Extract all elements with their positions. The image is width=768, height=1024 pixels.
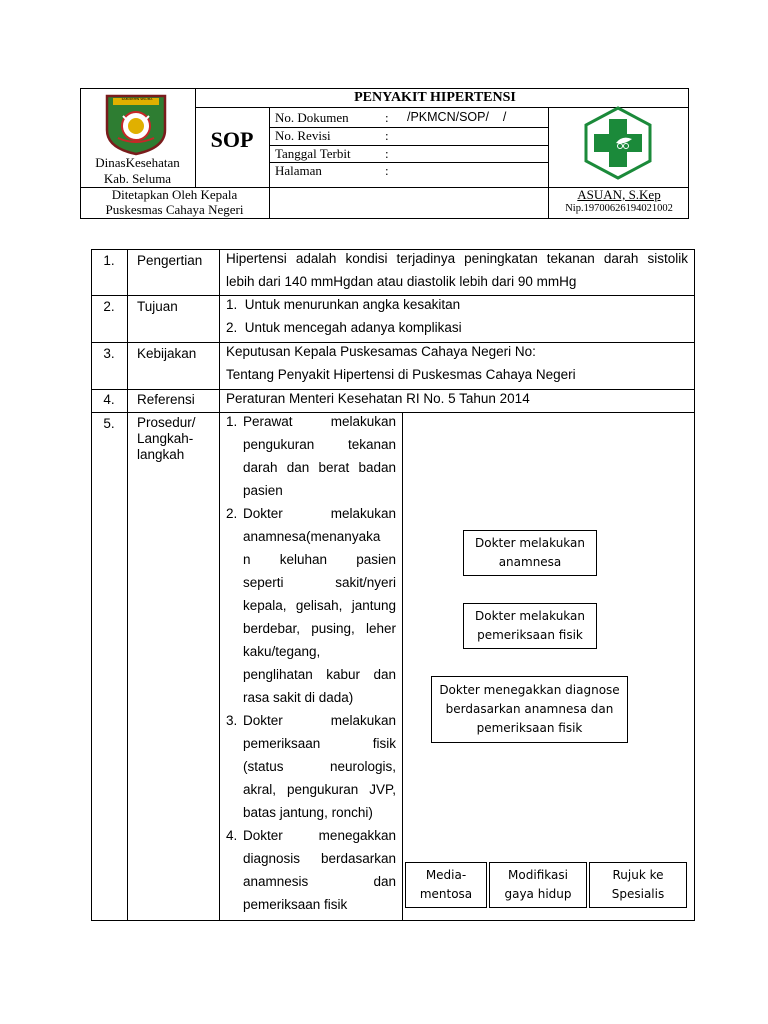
step-line: kaku/tegang,	[243, 644, 321, 659]
box-line: Dokter menegakkan diagnose	[439, 683, 620, 697]
step-line: rasa sakit di dada)	[243, 690, 354, 705]
step-line: Dokter menegakkan	[243, 828, 396, 843]
field-row	[275, 145, 547, 162]
doc-type-label: SOP	[210, 127, 254, 152]
signer-block	[549, 187, 689, 215]
field-row	[275, 162, 547, 180]
definition-text	[226, 247, 688, 293]
box-line: berdasarkan anamnesa dan	[445, 702, 614, 716]
step-line: darah dan berat badan	[243, 460, 396, 475]
flow-box-anamnesa	[463, 530, 597, 576]
policy-text	[226, 340, 688, 386]
procedure-step: 3. Dokter melakukan pemeriksaan fisik (status neurologis, akral, pengukuran JVP, batas jantung, ronchi)	[226, 709, 396, 824]
step-line: pengukuran tekanan	[243, 437, 396, 452]
row-label: Kebijakan	[137, 346, 197, 361]
flow-box-referral	[589, 862, 687, 908]
table-divider	[127, 249, 128, 921]
list-item: 1. Untuk menurunkan angka kesakitan	[226, 297, 461, 312]
step-line: Perawat melakukan	[243, 414, 396, 429]
step-line: pemeriksaan fisik	[243, 736, 396, 751]
reference-text: Peraturan Menteri Kesehatan RI No. 5 Tahun 2014	[226, 391, 530, 406]
box-line: Spesialis	[611, 887, 665, 901]
field-separator: :	[385, 128, 389, 143]
box-line: anamnesa	[498, 555, 562, 569]
step-line: n keluhan pasien	[243, 552, 396, 567]
row-number: 3.	[103, 346, 115, 361]
text-line: Keputusan Kepala Puskesamas Cahaya Negeri No:	[226, 344, 536, 359]
step-line: Dokter melakukan	[243, 506, 396, 521]
procedure-step: 1. Perawat melakukan pengukuran tekanan darah dan berat badan pasien	[226, 410, 396, 502]
list-item-text: Untuk mencegah adanya komplikasi	[244, 320, 462, 335]
field-value: /PKMCN/SOP/ /	[407, 110, 507, 124]
step-line: kepala, gelisah, jantung	[243, 598, 396, 613]
procedure-step: 2. Dokter melakukan anamnesa(menanyaka n keluhan pasien seperti sakit/nyeri kepala, gelisah, jantung berdebar, pusing, leher kaku/tegang, penglihatan kabur dan rasa sakit di dada)	[226, 502, 396, 709]
list-item-text: Untuk menurunkan angka kesakitan	[244, 297, 461, 312]
step-line: pemeriksaan fisik	[243, 897, 348, 912]
box-line: Dokter melakukan	[474, 536, 585, 550]
box-line: Modifikasi	[508, 868, 568, 882]
text-line: Tentang Penyakit Hipertensi di Puskesmas Cahaya Negeri	[226, 367, 576, 382]
row-label: Referensi	[137, 392, 195, 407]
field-row	[275, 108, 547, 127]
agency-line-2: Kab. Seluma	[103, 171, 172, 186]
row-label: Tujuan	[137, 299, 178, 314]
step-line: Dokter melakukan	[243, 713, 396, 728]
step-line: diagnosis berdasarkan	[243, 851, 396, 866]
set-by-line-2: Puskesmas Cahaya Negeri	[105, 202, 244, 217]
field-label: No. Dokumen	[275, 110, 349, 125]
table-divider	[219, 249, 220, 921]
field-separator: :	[385, 146, 389, 161]
regency-seal-logo	[103, 92, 169, 156]
row-number: 2.	[103, 299, 115, 314]
step-line: akral, pengukuran JVP,	[243, 782, 396, 797]
field-separator: :	[385, 110, 389, 125]
document-title: PENYAKIT HIPERTENSI	[354, 90, 516, 105]
step-line: anamnesis dan	[243, 874, 396, 889]
text-line: Hipertensi adalah kondisi terjadinya peningkatan tekanan darah sistolik	[226, 251, 688, 266]
field-row	[275, 127, 547, 145]
procedure-steps	[226, 410, 396, 916]
flow-box-diagnosis	[431, 676, 628, 743]
row-number: 1.	[103, 253, 115, 268]
box-line: mentosa	[419, 887, 473, 901]
row-label: Pengertian	[137, 253, 203, 268]
field-label: No. Revisi	[275, 128, 331, 143]
seal-caption: KABUPATEN SELUMA	[121, 97, 153, 101]
step-line: penglihatan kabur dan	[243, 667, 396, 682]
flow-box-medication	[405, 862, 487, 908]
text-line: lebih dari 140 mmHgdan atau diastolik lebih dari 90 mmHg	[226, 274, 577, 289]
table-divider	[402, 413, 403, 921]
box-line: Rujuk ke	[612, 868, 664, 882]
puskesmas-logo-icon	[580, 105, 656, 181]
procedure-step: 4. Dokter menegakkan diagnosis berdasarkan anamnesis dan pemeriksaan fisik	[226, 824, 396, 916]
row-number: 5.	[103, 416, 115, 431]
row-label: Prosedur/ Langkah-langkah	[137, 415, 196, 462]
header-divider	[269, 107, 270, 219]
step-line: batas jantung, ronchi)	[243, 805, 373, 820]
header-divider	[195, 88, 196, 188]
agency-line-1: DinasKesehatan	[95, 155, 180, 170]
purpose-list	[226, 293, 688, 339]
flow-box-physical-exam	[463, 603, 597, 649]
field-separator: :	[385, 163, 389, 178]
box-line: gaya hidup	[504, 887, 572, 901]
step-line: berdebar, pusing, leher	[243, 621, 396, 636]
box-line: Media-	[425, 868, 467, 882]
agency-name	[80, 155, 195, 187]
step-line: seperti sakit/nyeri	[243, 575, 396, 590]
step-line: pasien	[243, 483, 283, 498]
signer-name: ASUAN, S.Kep	[577, 187, 661, 202]
set-by-line-1: Ditetapkan Oleh Kepala	[111, 187, 238, 202]
row-number: 4.	[103, 392, 115, 407]
box-line: Dokter melakukan	[474, 609, 585, 623]
box-line: pemeriksaan fisik	[477, 628, 583, 642]
field-label: Halaman	[275, 163, 322, 178]
flow-box-lifestyle	[489, 862, 587, 908]
signer-nip: Nip.19700626194021002	[565, 203, 673, 214]
step-line: (status neurologis,	[243, 759, 396, 774]
set-by	[80, 187, 269, 217]
step-line: anamnesa(menanyaka	[243, 529, 381, 544]
list-item: 2. Untuk mencegah adanya komplikasi	[226, 320, 462, 335]
box-line: pemeriksaan fisik	[476, 721, 583, 735]
field-label: Tanggal Terbit	[275, 146, 351, 161]
